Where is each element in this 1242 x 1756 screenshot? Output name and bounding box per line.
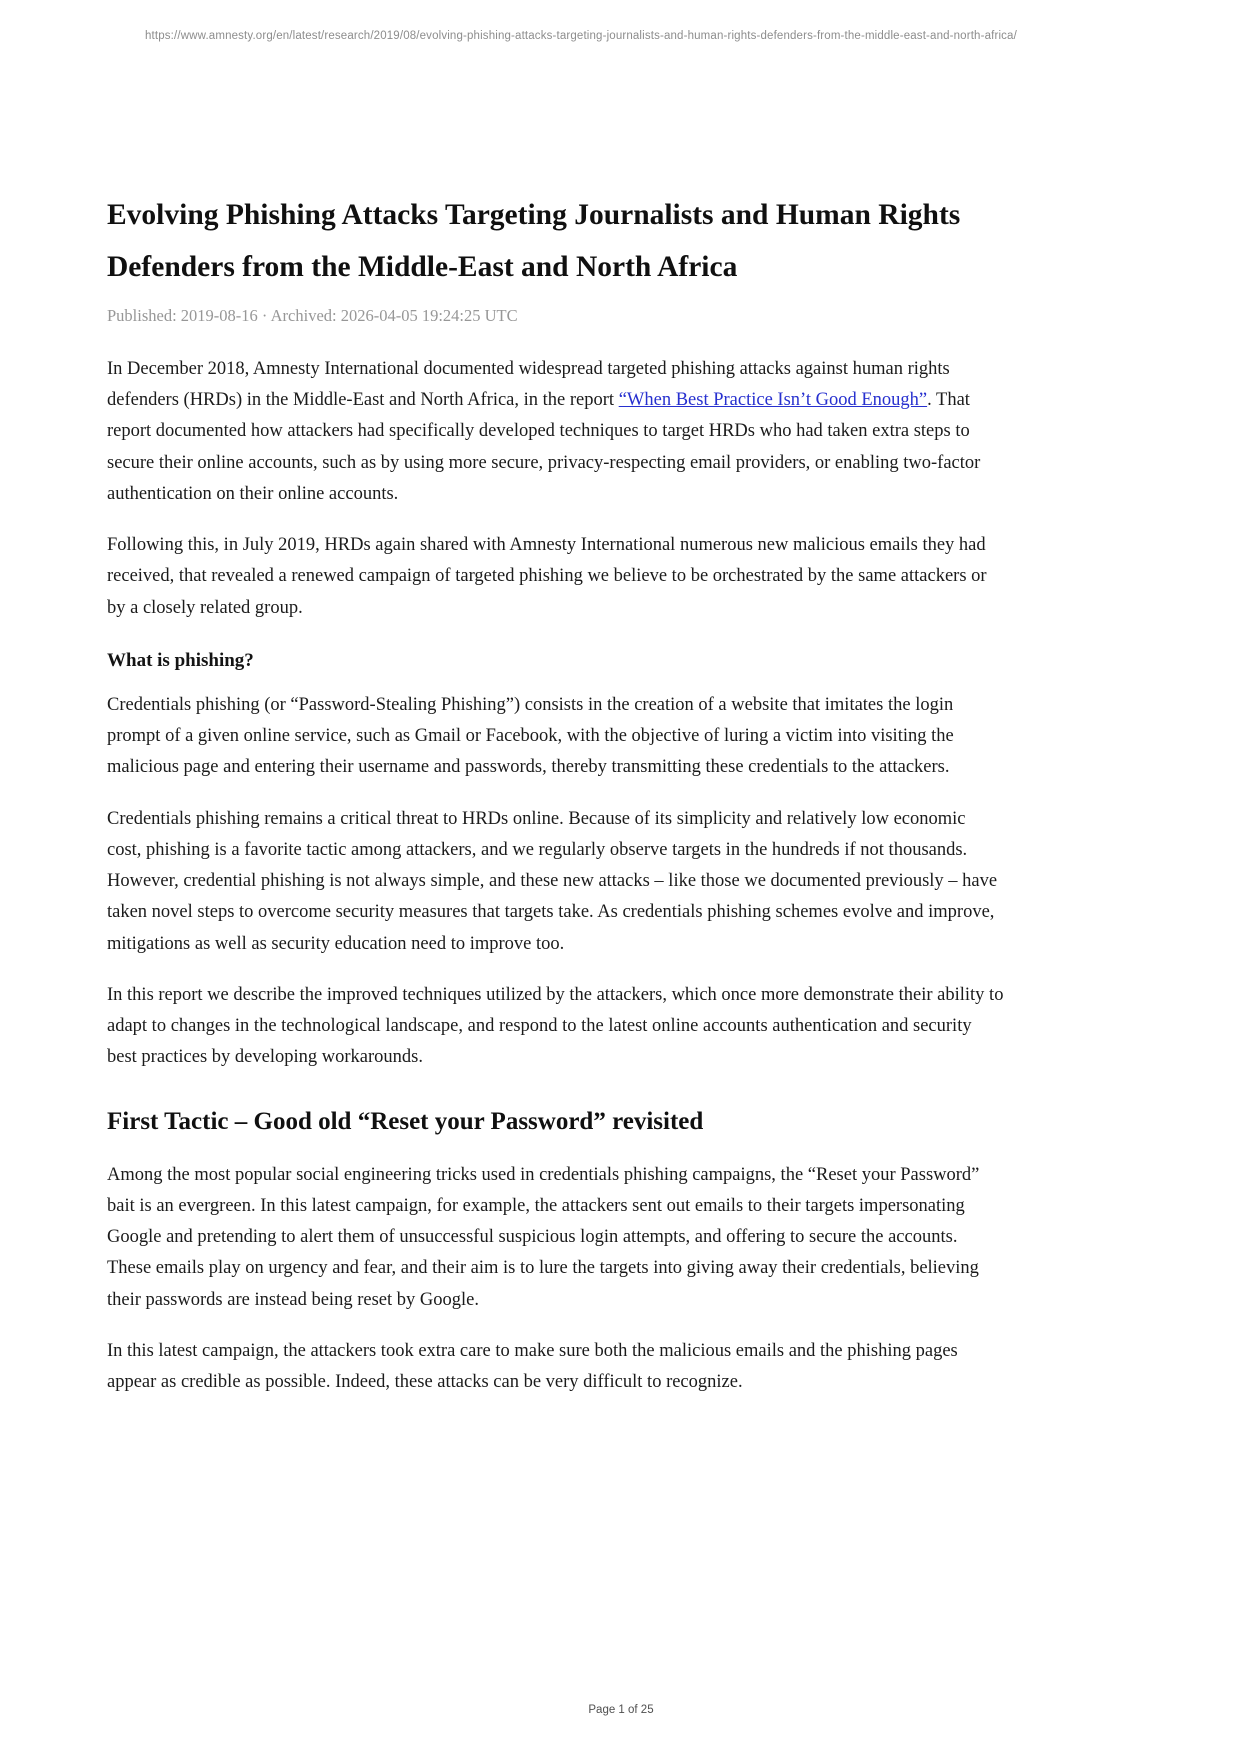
- paragraph-report-scope: In this report we describe the improved techniques utilized by the attackers, which once more demonstrate their ability to adapt to changes in the technological landscape, and respond to the latest online accounts authentication and security best practices by developing workarounds.: [107, 984, 1004, 1068]
- report-link[interactable]: “When Best Practice Isn’t Good Enough”: [618, 390, 928, 411]
- paragraph-following: Following this, in July 2019, HRDs again shared with Amnesty International numerous new malicious emails they had received, that revealed a renewed campaign of targeted phishing we believe to be orchestrated by the same attackers or by a closely related group.: [107, 535, 987, 618]
- paragraph-tactic-care: In this latest campaign, the attackers took extra care to make sure both the malicious emails and the phishing pages appear as credible as possible. Indeed, these attacks can be very difficult to recognize.: [107, 1340, 958, 1393]
- paragraph-intro-after-link: . That report documented how attackers had specifically developed techniques to target HRDs who had taken extra steps to secure their online accounts, such as by using more secure, privacy-respecting email providers, or enabling two-factor authentication on their online accounts.: [107, 390, 981, 504]
- paragraph-tactic-intro: Among the most popular social engineering tricks used in credentials phishing campaigns, the “Reset your Password” bait is an evergreen. In this latest campaign, for example, the attackers sent out emails to their targets impersonating Google and pretending to alert them of unsuccessful suspicious login attempts, and offering to secure the accounts. These emails play on urgency and fear, and their aim is to lure the targets into giving away their credentials, believing their passwords are instead being reset by Google.: [107, 1164, 980, 1310]
- page-number: Page 1 of 25: [588, 1704, 654, 1716]
- archive-url: https://www.amnesty.org/en/latest/research/2019/08/evolving-phishing-attacks-targeting-journalists-and-human-rights-defenders-from-the-middle-east-and-north-africa/: [145, 30, 1017, 42]
- paragraph-intro: [107, 354, 1004, 510]
- heading-what-is-phishing: What is phishing?: [107, 649, 254, 671]
- publish-meta: Published: 2019-08-16 · Archived: 2026-04-05 19:24:25 UTC: [107, 305, 518, 325]
- paragraph-credentials-threat: Credentials phishing remains a critical threat to HRDs online. Because of its simplicity and relatively low economic cost, phishing is a favorite tactic among attackers, and we regularly observe targets in the hundreds if not thousands. However, credential phishing is not always simple, and these new attacks – like those we documented previously – have taken novel steps to overcome security measures that targets take. As credentials phishing schemes evolve and improve, mitigations as well as security education need to improve too.: [107, 808, 998, 954]
- article-content: [107, 190, 1004, 1418]
- paragraph-intro-before-link: In December 2018, Amnesty International documented widespread targeted phishing attacks against human rights defenders (HRDs) in the Middle-East and North Africa, in the report: [107, 358, 950, 411]
- paragraph-credentials-definition: Credentials phishing (or “Password-Stealing Phishing”) consists in the creation of a website that imitates the login prompt of a given online service, such as Gmail or Facebook, with the objective of luring a victim into visiting the malicious page and entering their username and passwords, thereby transmitting these credentials to the attackers.: [107, 694, 954, 778]
- section-heading-first-tactic: First Tactic – Good old “Reset your Password” revisited: [107, 1107, 704, 1135]
- page-title: Evolving Phishing Attacks Targeting Journalists and Human Rights Defenders from the Middle-East and North Africa: [107, 199, 961, 283]
